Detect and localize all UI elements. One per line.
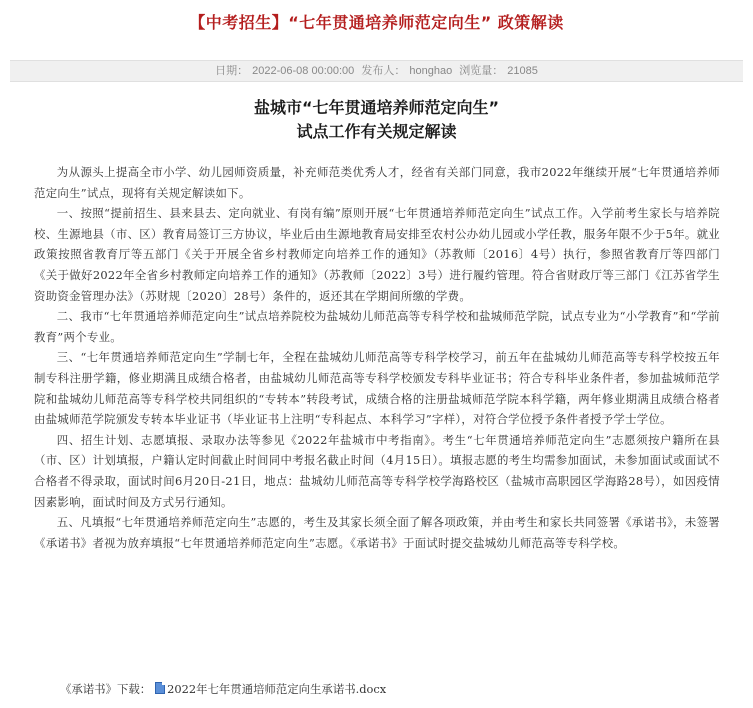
paragraph-5: 五、凡填报“七年贯通培养师范定向生”志愿的，考生及其家长须全面了解各项政策，并由考生和家长共同签署《承诺书》，未签署《承诺书》者视为放弃填报“七年贯通培养师范定向生”志愿。《承诺书》于面试时提交盐城幼儿师范高等专科学校。 [34, 515, 720, 550]
download-label: 《承诺书》下载： [60, 682, 152, 696]
document-title-line-2: 试点工作有关规定解读 [296, 122, 457, 141]
paragraph-1: 一、按照“提前招生、县来县去、定向就业、有岗有编”原则开展“七年贯通培养师范定向生”试点工作。入学前考生家长与培养院校、生源地县（市、区）教育局签订三方协议，毕业后由生源地教育局安排至农村公办幼儿园或小学任教，服务年限不少于5年。就业政策按照省教育厅等五部门《关于开展全省乡村教师定向培养工作的通知》（苏教师〔2016〕4号）执行，参照省教育厅等四部门《关于做好2022年全省乡村教师定向培养工作的通知》（苏教师〔2022〕3号）进行履约管理。符合省财政厅等三部门《江苏省学生资助资金管理办法》（苏财规〔2020〕28号）条件的，返还其在学期间所缴的学费。 [34, 206, 720, 303]
publisher-value: honghao [409, 65, 453, 77]
document-title [0, 96, 753, 144]
paragraph-4: 四、招生计划、志愿填报、录取办法等参见《2022年盐城市中考指南》。考生“七年贯通培养师范定向生”志愿须按户籍所在县（市、区）计划填报，户籍认定时间截止时间同中考报名截止时间（4月15日）。填报志愿的考生均需参加面试，未参加面试或面试不合格者不得录取，面试时间6月20日-21日，地点：盐城幼儿师范高等专科学校学海路校区（盐城市高职园区学海路28号），如因疫情因素影响，面试时间及方式另行通知。 [34, 432, 720, 509]
document-file-icon [155, 682, 165, 694]
download-line [60, 680, 740, 698]
article-body [34, 162, 720, 553]
article-meta [10, 60, 743, 82]
paragraph-intro: 为从源头上提高全市小学、幼儿园师资质量，补充师范类优秀人才，经省有关部门同意，我市2022年继续开展“七年贯通培养师范定向生”试点，现将有关规定解读如下。 [34, 165, 720, 200]
document-title-line-1: 盐城市“七年贯通培养师范定向生” [253, 98, 500, 117]
paragraph-3: 三、“七年贯通培养师范定向生”学制七年，全程在盐城幼儿师范高等专科学校学习，前五年在盐城幼儿师范高等专科学校按五年制专科注册学籍，修业期满且成绩合格者，由盐城幼儿师范高等专科学校颁发专科毕业证书；符合专科毕业条件者，参加盐城师范学院和盐城幼儿师范高等专科学校共同组织的“专转本”转段考试，成绩合格的注册盐城师范学院本科学籍，两年修业期满且成绩合格者由盐城师范学院颁发专转本毕业证书（毕业证书上注明“专科起点、本科学习”字样），对符合学位授予条件者授予学士学位。 [34, 350, 720, 427]
publisher-label: 发布人： [361, 65, 406, 77]
date-label: 日期： [215, 65, 249, 77]
download-file-link[interactable]: 2022年七年贯通培师范定向生承诺书.docx [167, 682, 387, 696]
paragraph-2: 二、我市“七年贯通培养师范定向生”试点培养院校为盐城幼儿师范高等专科学校和盐城师范学院，试点专业为“小学教育”和“学前教育”两个专业。 [34, 309, 720, 344]
page-title: 【中考招生】“七年贯通培养师范定向生” 政策解读 [189, 13, 564, 32]
views-value: 21085 [507, 65, 538, 77]
views-label: 浏览量： [459, 65, 504, 77]
date-value: 2022-06-08 00:00:00 [252, 65, 355, 77]
